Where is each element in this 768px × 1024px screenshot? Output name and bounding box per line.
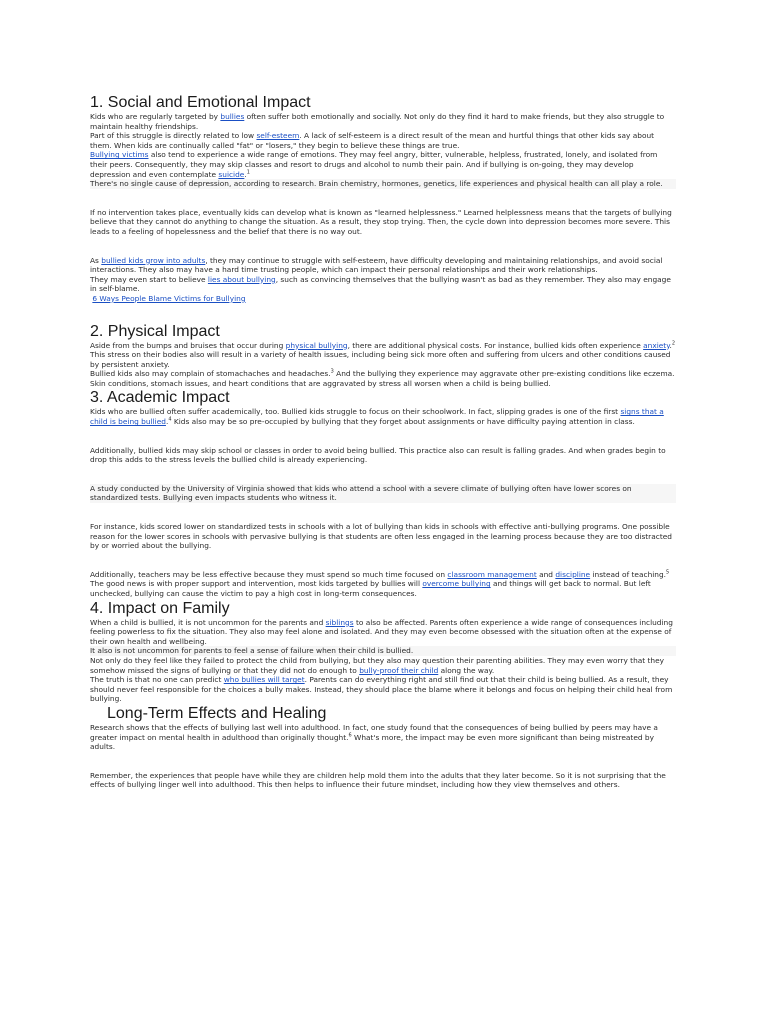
- article-body: [90, 93, 676, 790]
- paragraph: When a child is bullied, it is not uncommon for the parents and siblings to also be affected. Parents often experience a wide range of consequences including feeling powerless to fix the situation. They also may feel alone and isolated. And they may even become obsessed with the situation often at the expense of their own health and wellbeing.: [90, 617, 673, 646]
- paragraph: The truth is that no one can predict who bullies will target. Parents can do everything right and still find out that their child is being bullied. As a result, they should never feel responsible for the choices a bully makes. Instead, they should place the blame where it belongs and focus on helping their child heal from bullying.: [90, 675, 673, 704]
- footnote-ref[interactable]: 5: [666, 569, 670, 576]
- link-self-esteem[interactable]: self-esteem: [256, 131, 300, 141]
- paragraph: Aside from the bumps and bruises that occur during physical bullying, there are additional physical costs. For instance, bullied kids often experience anxiety.$^2$ This stress on their bodies also will result in a variety of health issues, including being sick more often and suffering from ulcers and other conditions caused by persistent anxiety.: [90, 340, 676, 369]
- link-blame-victims[interactable]: 6 Ways People Blame Victims for Bullying: [92, 293, 246, 303]
- heading-impact-on-family: 4. Impact on Family: [90, 599, 230, 617]
- link-bullied-kids-adults[interactable]: bullied kids grow into adults: [101, 255, 206, 265]
- heading-long-term-effects: Long-Term Effects and Healing: [107, 704, 327, 722]
- link-siblings[interactable]: siblings: [325, 617, 354, 627]
- paragraph: Not only do they feel like they failed to protect the child from bullying, but they also may question their parenting abilities. They may even worry that they somehow missed the signs of bullying or that they did not do enough to bully-proof their child along the way.: [90, 655, 665, 675]
- paragraph: A study conducted by the University of Virginia showed that kids who attend a school with a severe climate of bullying often have lower scores on standardized tests. Bullying even impacts students who witness it.: [90, 484, 676, 503]
- footnote-ref[interactable]: 6: [348, 732, 352, 739]
- paragraph: Research shows that the effects of bullying last well into adulthood. In fact, one study found that the consequences of being bullied by peers may have a greater impact on mental health in adulthood than originally thought.$^6$ What's more, the impact may be even more significant than being mistreated by adults.: [90, 722, 658, 752]
- footnote-ref[interactable]: 1: [246, 169, 250, 176]
- related-article: [90, 294, 676, 304]
- paragraph: As bullied kids grow into adults, they may continue to struggle with self-esteem, have difficulty developing and maintaining relationships, and avoid social interactions. They also may have a hard time trusting people, which can impact their personal relationships and their work relationships.: [90, 255, 663, 275]
- paragraph: For instance, kids scored lower on standardized tests in schools with a lot of bullying than kids in schools with effective anti-bullying programs. One possible reason for the lower scores in schools with pervasive bullying is that students are often less engaged in the learning process because they are too distracted by or worried about the bullying.: [90, 522, 672, 551]
- heading-social-emotional-impact: 1. Social and Emotional Impact: [90, 94, 311, 111]
- paragraph: Bullying victims also tend to experience a wide range of emotions. They may feel angry, bitter, vulnerable, helpless, frustrated, lonely, and isolated from their peers. Consequently, they may skip classes and resort to drugs and alcohol to numb their pain. And if bullying is on-going, they may develop depression and even contemplate suicide.$^1$: [90, 150, 658, 179]
- paragraph: Additionally, bullied kids may skip school or classes in order to avoid being bullied. This practice also can result is falling grades. And when grades begin to drop this adds to the stress levels the bullied child is already experiencing.: [90, 445, 666, 465]
- paragraph: Kids who are regularly targeted by bullies often suffer both emotionally and socially. Not only do they find it hard to make friends, but they also struggle to maintain healthy friendships.: [90, 112, 665, 131]
- link-bullying-victims[interactable]: Bullying victims: [90, 150, 149, 160]
- link-bullies[interactable]: bullies: [220, 112, 245, 121]
- paragraph: If no intervention takes place, eventually kids can develop what is known as "learned helplessness." Learned helplessness means that the targets of bullying believe that they cannot do anything to change the situation. As a result, they stop trying. Then, the cycle down into depression becomes more severe. This leads to a feeling of hopelessness and the belief that there is no way out.: [90, 207, 672, 236]
- link-bully-proof-child[interactable]: bully-proof their child: [359, 665, 439, 675]
- link-discipline[interactable]: discipline: [555, 569, 591, 579]
- paragraph: Remember, the experiences that people have while they are children help mold them into the adults that they later become. So it is not surprising that the effects of bullying linger well into adulthood. This then helps to influence their future mindset, including how they view themselves and others.: [90, 770, 666, 790]
- heading-academic-impact: 3. Academic Impact: [90, 389, 230, 407]
- link-anxiety[interactable]: anxiety: [643, 340, 670, 350]
- paragraph: It also is not uncommon for parents to feel a sense of failure when their child is bullied.: [90, 646, 676, 656]
- footnote-ref[interactable]: 2: [671, 340, 676, 347]
- paragraph: Additionally, teachers may be less effective because they must spend so much time focused on classroom management and discipline instead of teaching.$^5$ The good news is with proper support and intervention, most kids targeted by bullies will overcome bullying and things will get back to normal. But left unchecked, bullying can cause the victim to pay a high cost in long-term consequences.: [90, 569, 670, 598]
- link-signs-of-bullying[interactable]: signs that a child is being bullied: [90, 407, 664, 427]
- paragraph: Kids who are bullied often suffer academically, too. Bullied kids struggle to focus on their schoolwork. In fact, slipping grades is one of the first signs that a child is being bullied.$^4$ Kids also may be so pre-occupied by bullying that they forget about assignments or have difficulty paying attention in class.: [90, 407, 664, 427]
- link-who-bullies-target[interactable]: who bullies will target: [223, 675, 305, 685]
- footnote-ref[interactable]: 4: [168, 416, 172, 423]
- paragraph: They may even start to believe lies about bullying, such as convincing themselves that the bullying wasn't as bad as they remember. They also may engage in self-blame.: [90, 274, 671, 294]
- link-suicide[interactable]: suicide: [218, 169, 245, 179]
- link-overcome-bullying[interactable]: overcome bullying: [422, 579, 491, 589]
- footnote-ref[interactable]: 3: [330, 368, 334, 375]
- link-lies-about-bullying[interactable]: lies about bullying: [207, 274, 276, 284]
- link-classroom-management[interactable]: classroom management: [447, 569, 537, 579]
- paragraph: Part of this struggle is directly related to low self-esteem. A lack of self-esteem is a direct result of the mean and hurtful things that other kids say about them. When kids are continually called "fat" or "losers," they begin to believe these things are true.: [90, 131, 655, 150]
- heading-physical-impact: 2. Physical Impact: [90, 322, 220, 340]
- link-physical-bullying[interactable]: physical bullying: [285, 340, 348, 350]
- paragraph: There's no single cause of depression, according to research. Brain chemistry, hormones, genetics, life experiences and physical health can all play a role.: [90, 179, 676, 189]
- paragraph: Bullied kids also may complain of stomachaches and headaches.$^3$ And the bullying they experience may aggravate other pre-existing conditions like eczema. Skin conditions, stomach issues, and heart conditions that are aggravated by stress all worsen when a child is being bullied.: [90, 368, 675, 388]
